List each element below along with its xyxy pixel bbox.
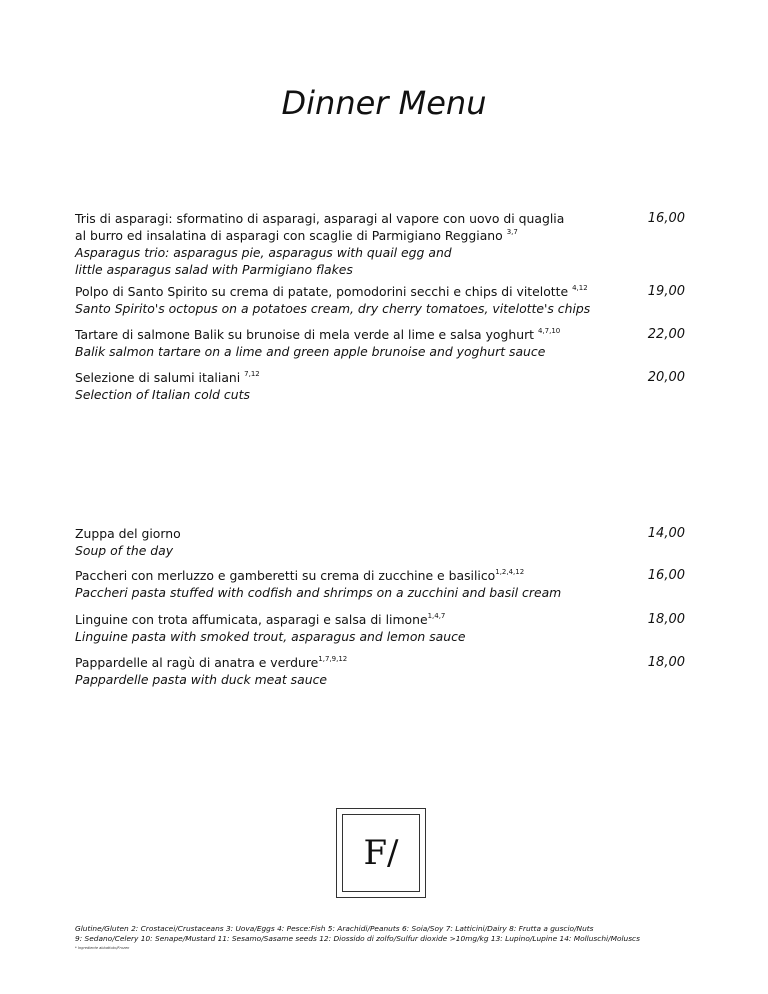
item-english-description: Selection of Italian cold cuts [75, 387, 250, 402]
restaurant-logo [336, 808, 426, 898]
allergen-legend-line-1: Glutine/Gluten 2: Crostacei/Crustaceans 3: Uova/Eggs 4: Pesce:Fish 5: Arachidi/Peanuts 6: Soia/Soy 7: Latticini/Dairy 8: Frutta a guscio/Nuts [75, 924, 594, 933]
allergen-codes: 4,7,10 [537, 327, 561, 335]
item-price: 22,00 [647, 327, 685, 342]
item-price: 18,00 [647, 612, 685, 627]
item-italian-name: Zuppa del giorno [75, 526, 181, 541]
item-english-description: Paccheri pasta stuffed with codfish and shrimps on a zucchini and basil cream [75, 585, 562, 600]
item-english-description: Balik salmon tartare on a lime and green apple brunoise and yoghurt sauce [75, 344, 546, 359]
menu-item [75, 567, 695, 601]
allergen-codes: 1,7,9,12 [318, 655, 348, 663]
page-title: Dinner Menu [281, 84, 487, 122]
item-italian-name: Paccheri con merluzzo e gamberetti su crema di zucchine e basilico$^{1,2,4,12}$ [75, 568, 525, 583]
item-italian-name: Linguine con trota affumicata, asparagi e salsa di limone$^{1,4,7}$ [75, 612, 446, 627]
item-english-description: Santo Spirito's octopus on a potatoes cream, dry cherry tomatoes, vitelotte's chips [75, 301, 591, 316]
menu-item [75, 283, 695, 317]
allergen-codes: 1,2,4,12 [495, 568, 525, 576]
item-price: 19,00 [647, 284, 685, 299]
item-english-description: Asparagus trio: asparagus pie, asparagus with quail egg and [75, 245, 452, 260]
menu-item [75, 210, 695, 278]
item-italian-name: Selezione di salumi italiani $^{7,12}$ [75, 370, 260, 385]
item-english-description: Soup of the day [75, 543, 174, 558]
item-italian-name: Pappardelle al ragù di anatra e verdure$^{1,7,9,12}$ [75, 655, 348, 670]
item-price: 16,00 [647, 211, 685, 226]
allergen-legend-line-2: 9: Sedano/Celery 10: Senape/Mustard 11: Sesamo/Sasame seeds 12: Diossido di zolfo/Sulfur dioxide >10mg/kg 13: Lupino/Lupine 14: Molluschi/Moluscs [75, 934, 640, 943]
item-english-description-cont: little asparagus salad with Parmigiano flakes [75, 262, 353, 277]
menu-item [75, 611, 695, 645]
frozen-note: * Ingrediente abbattuto/Frozen [75, 946, 130, 950]
item-english-description: Linguine pasta with smoked trout, asparagus and lemon sauce [75, 629, 466, 644]
menu-item [75, 654, 695, 688]
item-price: 18,00 [647, 655, 685, 670]
item-italian-name: Tris di asparagi: sformatino di asparagi, asparagi al vapore con uovo di quaglia [75, 211, 565, 226]
item-italian-name: Polpo di Santo Spirito su crema di patate, pomodorini secchi e chips di vitelotte $^{4,12}$ [75, 284, 588, 299]
menu-item [75, 326, 695, 360]
item-price: 16,00 [647, 568, 685, 583]
allergen-codes: 1,4,7 [427, 612, 446, 620]
item-price: 14,00 [647, 526, 685, 541]
allergen-codes: 4,12 [572, 284, 588, 292]
item-italian-name: Tartare di salmone Balik su brunoise di mela verde al lime e salsa yoghurt $^{4,7,10}$ [75, 327, 561, 342]
item-english-description: Pappardelle pasta with duck meat sauce [75, 672, 328, 687]
allergen-codes: 7,12 [244, 370, 260, 378]
logo-mark: F/ [342, 814, 420, 892]
item-price: 20,00 [647, 370, 685, 385]
item-italian-name-cont: al burro ed insalatina di asparagi con scaglie di Parmigiano Reggiano $^{3,7}$ [75, 228, 518, 243]
menu-item [75, 525, 695, 559]
allergen-codes: 3,7 [506, 228, 518, 236]
menu-item [75, 369, 695, 403]
allergen-legend [75, 924, 640, 944]
